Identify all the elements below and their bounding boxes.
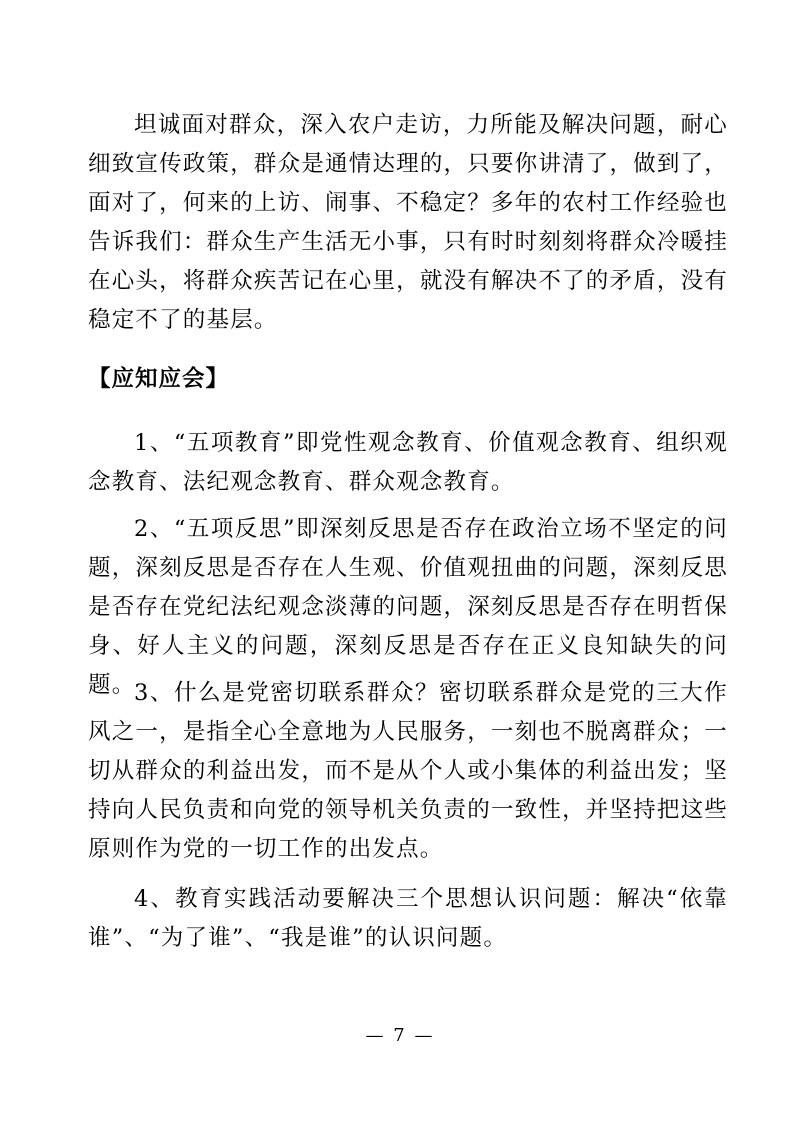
page-number: — 7 — [365, 1025, 435, 1046]
list-item-2: 2、“五项反思”即深刻反思是否存在政治立场不坚定的问题，深刻反思是否存在人生观、价值观扭曲的问题，深刻反思是否存在党纪法纪观念淡薄的问题，深刻反思是否存在明哲保身、好人主义的问题，深刻反思是否存在正义良知缺失的问题。 [88, 516, 728, 698]
intro-paragraph: 坦诚面对群众，深入农户走访，力所能及解决问题，耐心细致宣传政策，群众是通情达理的，只要你讲清了，做到了，面对了，何来的上访、闹事、不稳定？多年的农村工作经验也告诉我们：群众生产生活无小事，只有时时刻刻将群众冷暖挂在心头，将群众疾苦记在心里，就没有解决不了的矛盾，没有稳定不了的基层。 [88, 112, 728, 333]
section-heading: 【应知应会】 [88, 366, 230, 392]
list-item-4: 4、教育实践活动要解决三个思想认识问题：解决“依靠谁”、“为了谁”、“我是谁”的认识问题。 [88, 886, 728, 951]
list-item-3: 3、什么是党密切联系群众？密切联系群众是党的三大作风之一，是指全心全意地为人民服务，一刻也不脱离群众；一切从群众的利益出发，而不是从个人或小集体的利益出发；坚持向人民负责和向党的领导机关负责的一致性，并坚持把这些原则作为党的一切工作的出发点。 [88, 680, 728, 862]
list-item-1: 1、“五项教育”即党性观念教育、价值观念教育、组织观念教育、法纪观念教育、群众观念教育。 [88, 430, 728, 495]
